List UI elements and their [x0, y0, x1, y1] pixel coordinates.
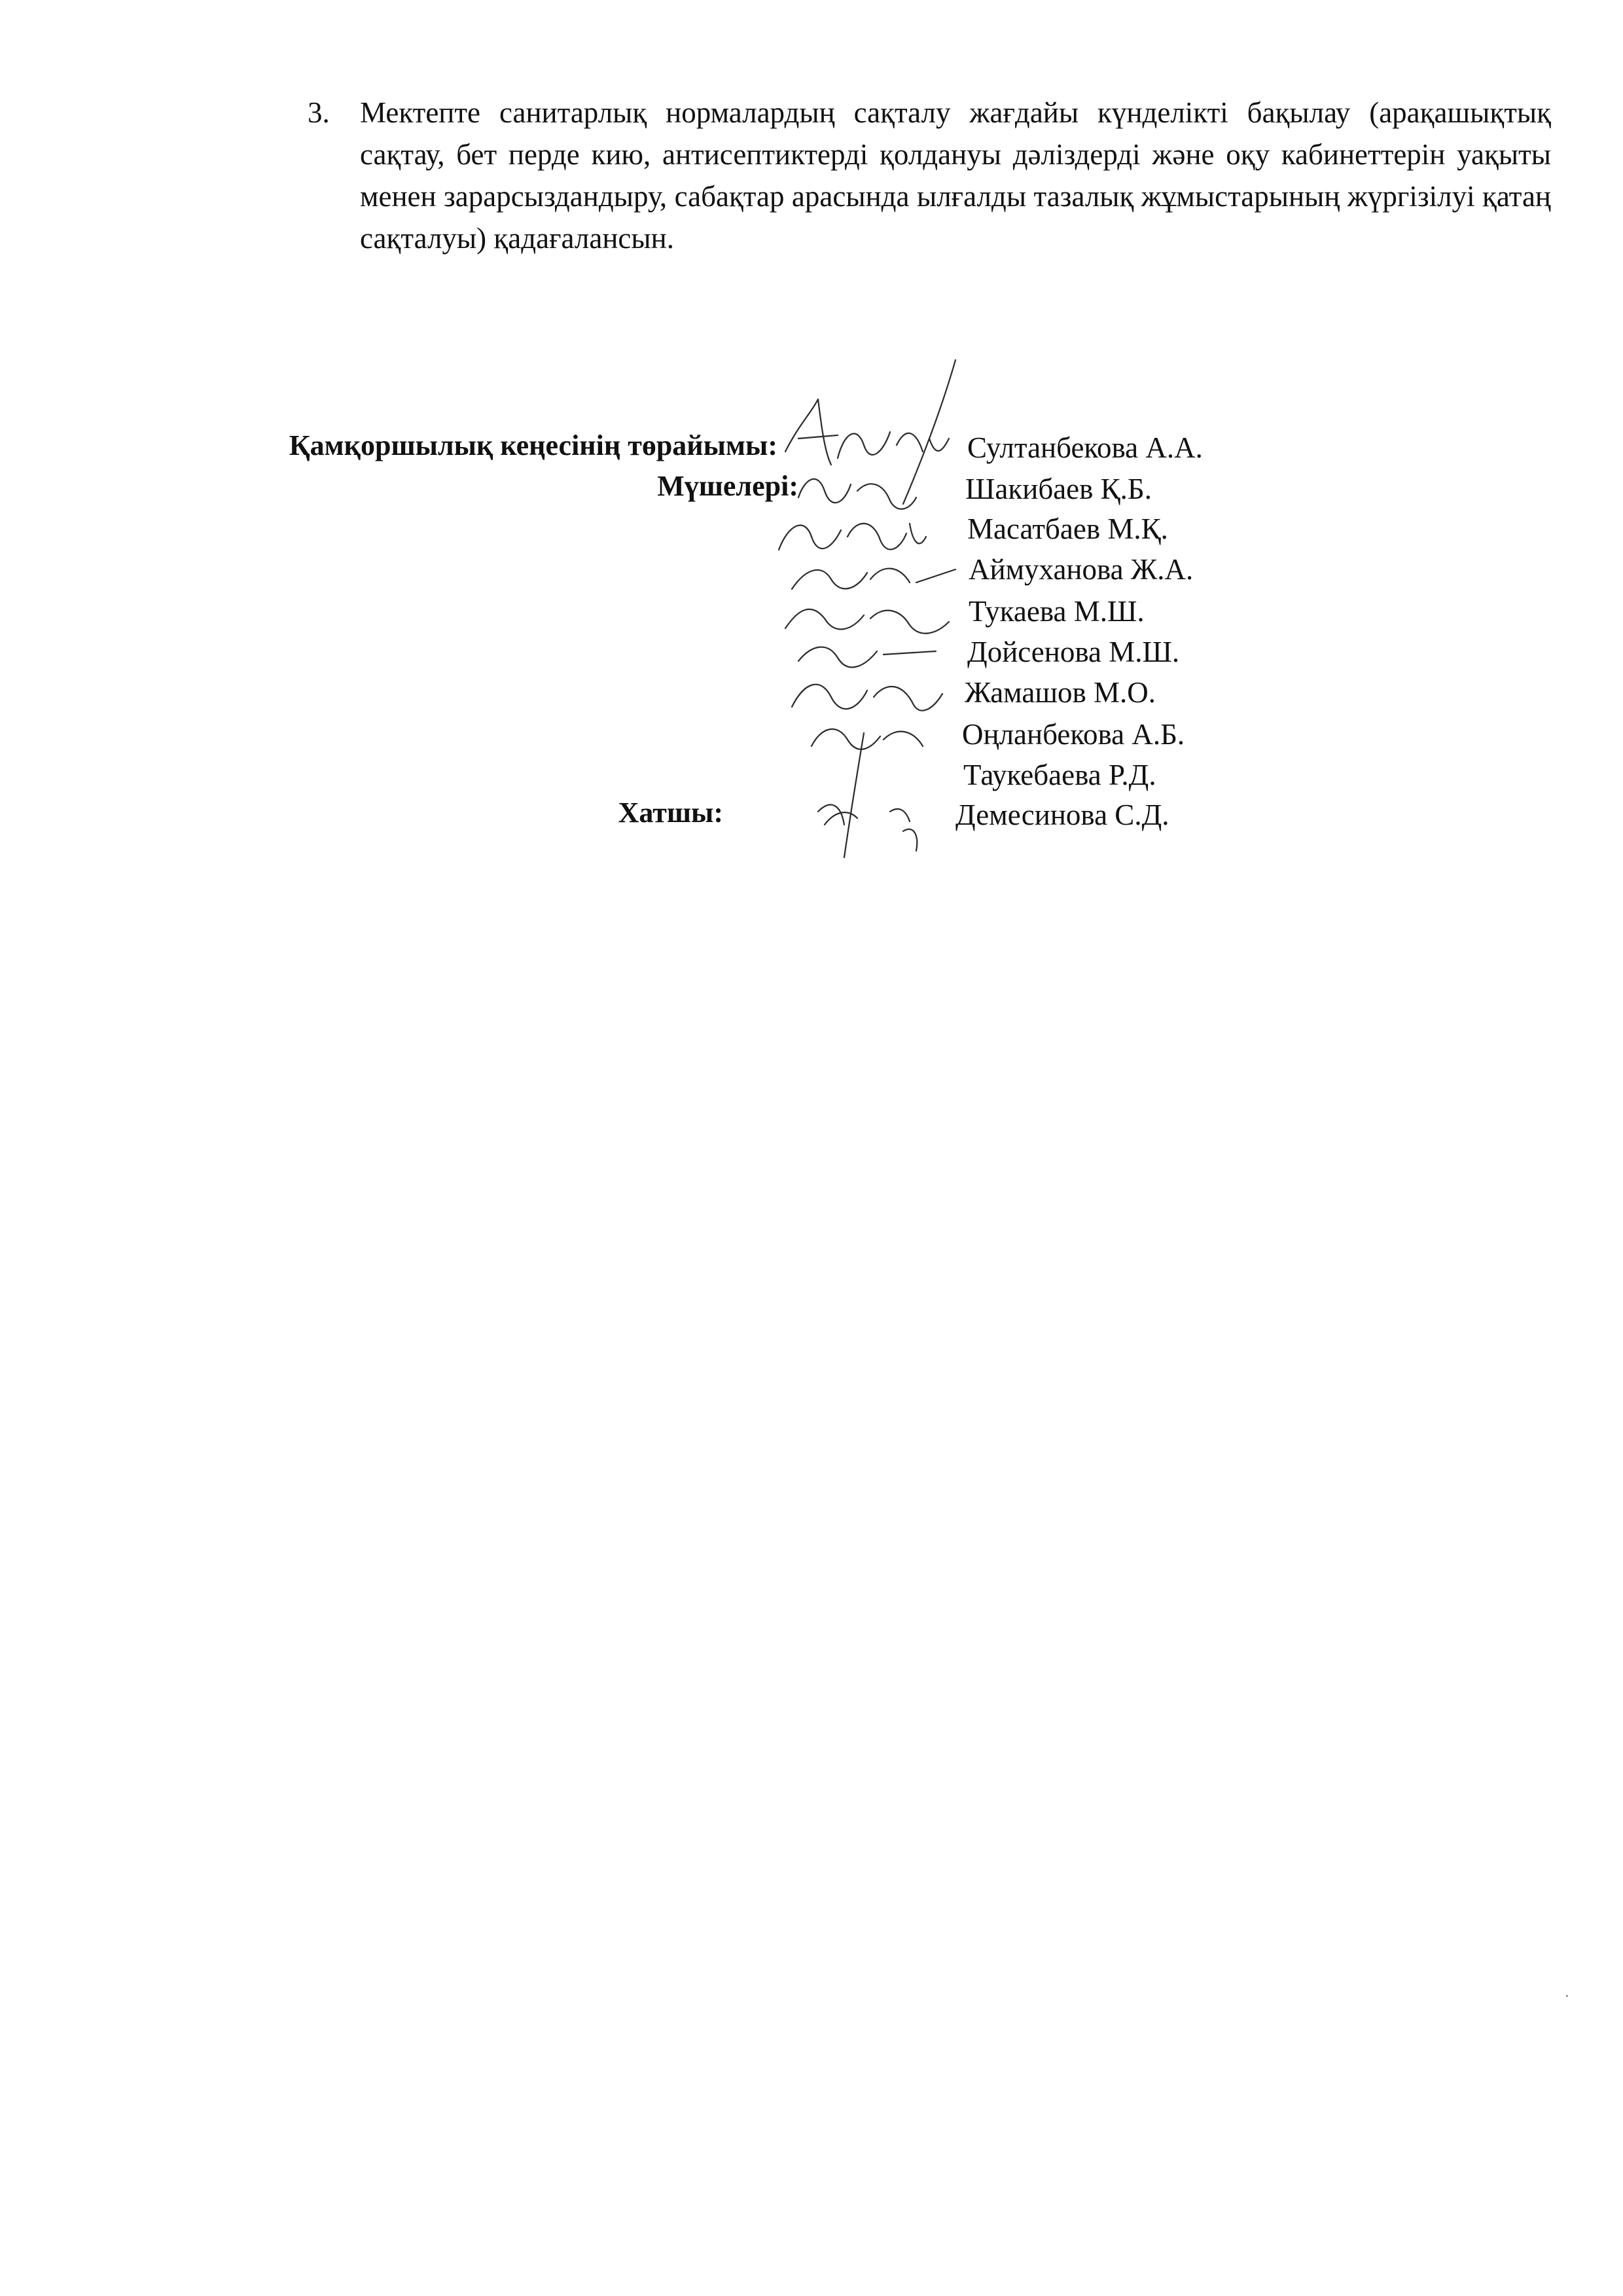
item-text: Мектепте санитарлық нормалардың сақталу жағдайы күнделікті бақылау (арақашықтық сақтау, бет перде кию, антисептиктерді қолдануы дәліздерді және оқу кабинеттерін уақыты менен зарарсыздандыру, сабақтар арасында ылғалды тазалық жұмыстарының жүргізілуі қатаң сақталуы) қадағалансын. [360, 96, 1551, 255]
scan-speck [1566, 1995, 1568, 1997]
member-name: Тукаева М.Ш. [969, 595, 1145, 628]
member-name: Аймуханова Ж.А. [969, 553, 1194, 586]
member-name: Дойсенова М.Ш. [967, 636, 1180, 668]
handwritten-signatures [759, 353, 995, 864]
member-name: Таукебаева Р.Д. [963, 759, 1156, 791]
members-label: Мүшелері: [657, 470, 798, 502]
member-name: Жамашов М.О. [965, 676, 1156, 709]
member-name: Масатбаев М.Қ. [967, 512, 1168, 545]
secretary-label: Хатшы: [618, 797, 723, 829]
member-name: Оңланбекова А.Б. [962, 718, 1185, 751]
item-number: 3. [308, 96, 330, 129]
chair-label: Қамқоршылық кеңесінің төрайымы: [289, 429, 777, 461]
chair-name: Султанбекова А.А. [967, 431, 1203, 464]
member-name: Шакибаев Қ.Б. [965, 473, 1152, 505]
secretary-name: Демесинова С.Д. [955, 798, 1169, 831]
